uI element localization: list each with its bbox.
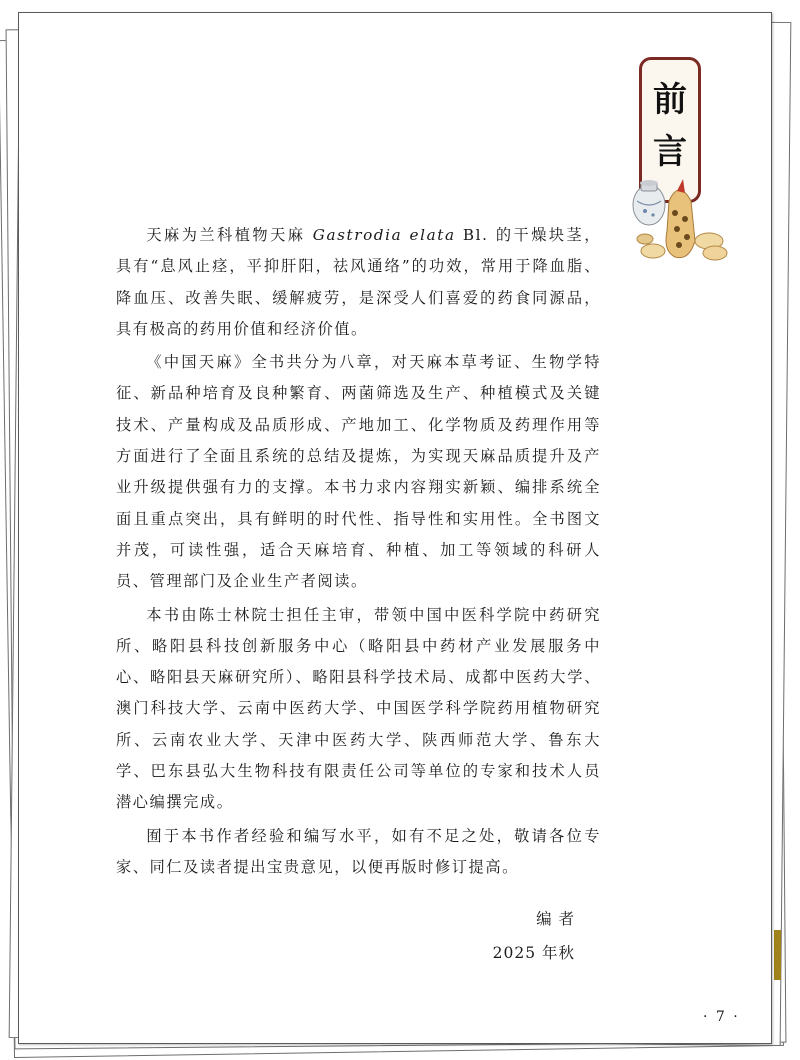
- paragraph-1: [116, 220, 601, 345]
- paragraph-1-text-b: Bl. 的干燥块茎，具有“息风止痉，平抑肝阳，祛风通络”的功效，常用于降血脂、降血压、改善失眠、缓解疲劳，是深受人们喜爱的药食同源品，具有极高的药用价值和经济价值。: [116, 226, 601, 338]
- book-page: [18, 12, 772, 1044]
- paragraph-2: 《中国天麻》全书共分为八章，对天麻本草考证、生物学特征、新品种培育及良种繁育、两菌筛选及生产、种植模式及关键技术、产量构成及品质形成、产地加工、化学物质及药理作用等方面进行了全面且系统的总结及提炼，为实现天麻品质提升及产业升级提供强有力的支撑。本书力求内容翔实新颖、编排系统全面且重点突出，具有鲜明的时代性、指导性和实用性。全书图文并茂，可读性强，适合天麻培育、种植、加工等领域的科研人员、管理部门及企业生产者阅读。: [116, 353, 601, 591]
- title-char-1: 前: [653, 80, 687, 120]
- preface-body: [116, 220, 601, 885]
- signature-date: 2025 年秋: [492, 944, 575, 962]
- stacked-page-edge-gold: [774, 930, 781, 980]
- herb-jar-illustration: [619, 171, 729, 271]
- paragraph-4: 囿于本书作者经验和编写水平，如有不足之处，敬请各位专家、同仁及读者提出宝贵意见，以便再版时修订提高。: [116, 826, 601, 876]
- latin-name: Gastrodia elata: [312, 226, 456, 244]
- title-char-2: 言: [653, 132, 687, 172]
- paragraph-3: 本书由陈士林院士担任主审，带领中国中医科学院中药研究所、略阳县科技创新服务中心（略阳县中药材产业发展服务中心、略阳县天麻研究所）、略阳县科学技术局、成都中医药大学、澳门科技大学、云南中医药大学、中国医学科学院药用植物研究所、云南农业大学、天津中医药大学、陕西师范大学、鲁东大学、巴东县弘大生物科技有限责任公司等单位的专家和技术人员潜心编撰完成。: [116, 605, 601, 812]
- paragraph-1-text-a: 天麻为兰科植物天麻: [146, 226, 313, 244]
- page-number: · 7 ·: [703, 1009, 740, 1025]
- editor-signature: 编 者: [536, 910, 575, 928]
